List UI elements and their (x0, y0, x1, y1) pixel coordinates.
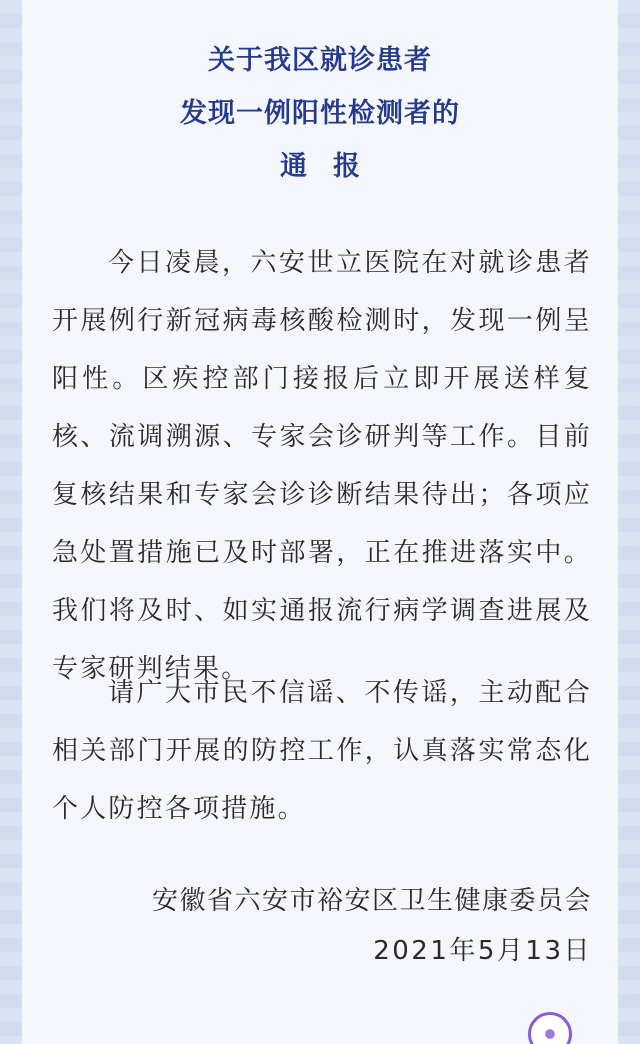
left-decorative-border (0, 0, 22, 1044)
title-line-2: 发现一例阳性检测者的 (180, 98, 460, 129)
notice-title (22, 34, 618, 193)
title-line-1: 关于我区就诊患者 (208, 45, 432, 76)
body-paragraph-1: 今日凌晨，六安世立医院在对就诊患者开展例行新冠病毒核酸检测时，发现一例呈阳性。区疾控部门接报后立即开展送样复核、流调溯源、专家会诊研判等工作。目前复核结果和专家会诊诊断结果待出；各项应急处置措施已及时部署，正在推进落实中。我们将及时、如实通报流行病学调查进展及专家研判结果。 (52, 248, 592, 684)
signature-organization: 安徽省六安市裕安区卫生健康委员会 (151, 886, 592, 916)
signature-date: 2021年5月13日 (373, 936, 592, 966)
title-line-3: 通报 (280, 151, 386, 182)
body-paragraph-2: 请广大市民不信谣、不传谣，主动配合相关部门开展的防控工作，认真落实常态化个人防控各项措施。 (52, 678, 592, 824)
right-decorative-border (618, 0, 640, 1044)
